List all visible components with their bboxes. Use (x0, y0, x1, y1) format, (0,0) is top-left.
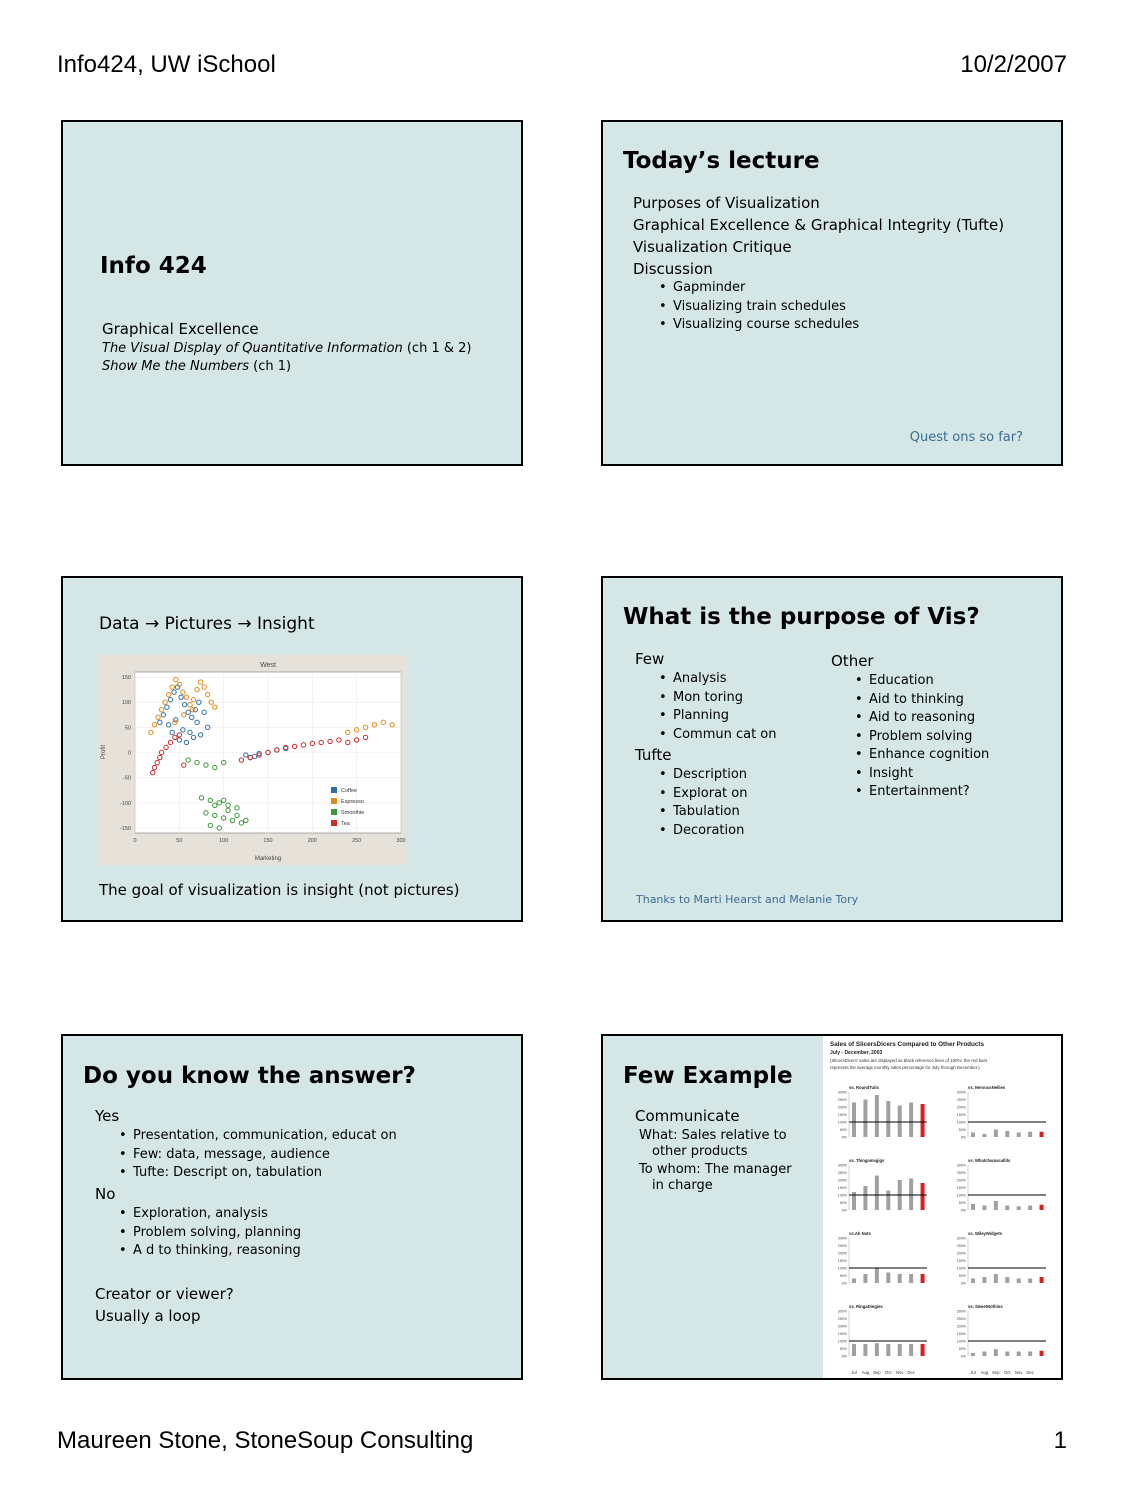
mini-y-tick: 150% (837, 1259, 847, 1263)
mini-y-tick: 100% (837, 1193, 847, 1198)
list-item: • Visualizing course schedules (659, 316, 859, 335)
list-item: • Aid to thinking (855, 691, 989, 710)
slide-title: Today’s lecture (623, 148, 820, 174)
month-bar (994, 1274, 998, 1283)
chart-subtitle: July - December, 2003 (830, 1050, 883, 1056)
slide-purpose-of-vis (601, 576, 1063, 922)
mini-y-tick: 250% (837, 1098, 847, 1102)
slide-title: Data → Pictures → Insight (99, 614, 315, 634)
list-item: • Few: data, message, audience (119, 1146, 397, 1165)
slide-subtitle: Graphical Excellence (102, 320, 259, 338)
y-tick-label: -50 (123, 775, 131, 782)
y-tick-label: -100 (119, 800, 131, 807)
mini-y-tick: 200% (837, 1251, 847, 1256)
month-bar (852, 1279, 856, 1284)
mini-y-tick: 200% (837, 1178, 847, 1183)
x-tick-label: 250 (352, 838, 362, 844)
x-axis-label: Marketing (254, 856, 282, 862)
y-tick-label: -150 (119, 825, 131, 832)
list-item: • Description (659, 766, 747, 785)
communicate-heading: Communicate (635, 1107, 740, 1125)
mini-y-tick: 100% (956, 1120, 966, 1125)
mini-y-tick: 300% (956, 1090, 966, 1095)
list-item: • Problem solving (855, 728, 989, 747)
average-bar (1040, 1205, 1044, 1210)
average-bar (921, 1274, 925, 1283)
month-label: Oct (1004, 1370, 1011, 1375)
legend-swatch (331, 820, 337, 826)
average-bar (1040, 1132, 1044, 1137)
legend-label: Espresso (341, 799, 364, 805)
panel-title: vs.Ah Nuts (849, 1231, 871, 1236)
mini-y-tick: 50% (839, 1347, 847, 1351)
month-bar (971, 1204, 975, 1210)
mini-y-tick: 100% (956, 1266, 966, 1271)
list-item: • Commun cat on (659, 726, 777, 745)
x-tick-label: 50 (176, 838, 183, 844)
average-bar (921, 1183, 925, 1210)
mini-y-tick: 0% (960, 1281, 966, 1286)
list-item: • A d to thinking, reasoning (119, 1242, 301, 1261)
month-bar (982, 1277, 986, 1283)
list-item: Visualization Critique (633, 238, 792, 256)
mini-y-tick: 250% (837, 1317, 847, 1321)
mini-y-tick: 0% (960, 1354, 966, 1359)
what-line-2: other products (652, 1144, 748, 1159)
list-item: • Visualizing train schedules (659, 298, 859, 317)
month-bar (1028, 1279, 1032, 1284)
list-item: • Education (855, 672, 989, 691)
list-item: • Mon toring (659, 689, 777, 708)
mini-y-tick: 300% (837, 1236, 847, 1241)
lecture-topic-list (633, 192, 1004, 280)
list-item: Graphical Excellence & Graphical Integrity (Tufte) (633, 216, 1005, 234)
slide-few-example (601, 1034, 1063, 1380)
chapter-ref: (ch 1 & 2) (402, 341, 472, 356)
mini-y-tick: 100% (837, 1120, 847, 1125)
no-list (119, 1205, 301, 1261)
usually-loop-line: Usually a loop (95, 1307, 201, 1325)
month-bar (863, 1100, 867, 1138)
mini-y-tick: 300% (956, 1236, 966, 1241)
list-item: • Planning (659, 707, 777, 726)
panel-title: vs. NervousNellies (968, 1085, 1006, 1090)
month-bar (852, 1103, 856, 1138)
list-item: • Aid to reasoning (855, 709, 989, 728)
month-bar (982, 1134, 986, 1137)
panel-title: vs. WileyWidgets (968, 1231, 1003, 1236)
what-line: What: Sales relative to (639, 1128, 787, 1143)
mini-y-tick: 200% (837, 1105, 847, 1110)
month-bar (1017, 1206, 1021, 1210)
month-bar (886, 1344, 890, 1356)
y-tick-label: 150 (121, 675, 131, 682)
month-bar (863, 1274, 867, 1283)
list-item: • Gapminder (659, 279, 859, 298)
slide-data-pictures-insight (61, 576, 523, 922)
list-item: • Explorat on (659, 785, 747, 804)
legend-label: Smoothie (341, 810, 365, 816)
mini-y-tick: 200% (956, 1178, 966, 1183)
month-bar (971, 1353, 975, 1356)
month-bar (1005, 1131, 1009, 1137)
list-item: • Enhance cognition (855, 746, 989, 765)
list-item: • Presentation, communication, educat on (119, 1127, 397, 1146)
small-multiples-chart (823, 1034, 1063, 1380)
month-bar (1028, 1206, 1032, 1211)
month-bar (909, 1274, 913, 1283)
mini-y-tick: 0% (960, 1135, 966, 1140)
mini-y-tick: 300% (956, 1309, 966, 1314)
month-bar (886, 1101, 890, 1137)
mini-y-tick: 200% (956, 1251, 966, 1256)
mini-y-tick: 100% (956, 1193, 966, 1198)
list-item: • Decoration (659, 822, 747, 841)
slide-title: Few Example (623, 1063, 793, 1089)
month-bar (982, 1206, 986, 1211)
mini-y-tick: 150% (956, 1259, 966, 1263)
mini-y-tick: 150% (956, 1186, 966, 1190)
legend-label: Tea (341, 821, 350, 827)
list-item: • Entertainment? (855, 783, 989, 802)
month-bar (898, 1274, 902, 1283)
mini-y-tick: 300% (837, 1309, 847, 1314)
chart-title: Sales of SlicersDicers Compared to Other Products (830, 1041, 984, 1048)
questions-note: Quest ons so far? (909, 430, 1023, 445)
panel-title: West (260, 662, 276, 669)
month-bar (971, 1133, 975, 1138)
month-label: Oct (885, 1370, 892, 1375)
month-bar (1005, 1277, 1009, 1283)
few-list (659, 670, 777, 744)
month-bar (898, 1344, 902, 1356)
month-label: Nov (895, 1370, 904, 1375)
yes-heading: Yes (95, 1107, 120, 1125)
y-tick-label: 100 (121, 700, 131, 707)
y-axis-label: Profit (101, 744, 107, 760)
month-bar (1028, 1352, 1032, 1357)
mini-y-tick: 300% (837, 1090, 847, 1095)
average-bar (921, 1344, 925, 1356)
month-bar (875, 1176, 879, 1211)
slide-title: Info 424 (100, 253, 207, 279)
mini-y-tick: 50% (839, 1274, 847, 1278)
month-label: Aug (980, 1370, 989, 1375)
scatter-plot (97, 655, 407, 865)
page-footer-author: Maureen Stone, StoneSoup Consulting (57, 1427, 474, 1454)
x-tick-label: 300 (396, 838, 406, 844)
month-bar (994, 1349, 998, 1356)
y-tick-label: 0 (127, 750, 131, 757)
tufte-list (659, 766, 747, 840)
mini-y-tick: 250% (956, 1171, 966, 1175)
slide-do-you-know (61, 1034, 523, 1380)
whom-line-2: in charge (652, 1178, 713, 1193)
month-bar (1028, 1132, 1032, 1137)
mini-y-tick: 150% (956, 1332, 966, 1336)
mini-y-tick: 250% (837, 1244, 847, 1248)
no-heading: No (95, 1185, 116, 1203)
month-bar (994, 1130, 998, 1138)
mini-y-tick: 50% (839, 1128, 847, 1132)
mini-y-tick: 100% (837, 1266, 847, 1271)
credits-note: Thanks to Marti Hearst and Melanie Tory (636, 893, 859, 906)
legend-swatch (331, 787, 337, 793)
y-tick-label: 50 (124, 725, 131, 732)
list-item: • Exploration, analysis (119, 1205, 301, 1224)
creator-viewer-line: Creator or viewer? (95, 1285, 234, 1303)
month-bar (875, 1343, 879, 1356)
x-tick-label: 200 (307, 838, 317, 844)
slide-title: What is the purpose of Vis? (623, 604, 980, 630)
mini-y-tick: 100% (956, 1339, 966, 1344)
mini-y-tick: 50% (958, 1201, 966, 1205)
panel-title: vs. Whatchamacallits (968, 1158, 1011, 1163)
month-bar (898, 1106, 902, 1138)
month-bar (994, 1201, 998, 1210)
panel-title: vs. RoundTuits (849, 1085, 879, 1090)
book-title: Show Me the Numbers (102, 359, 250, 374)
month-label: Sep (992, 1370, 1000, 1375)
mini-y-tick: 0% (841, 1208, 847, 1213)
slide-title: Do you know the answer? (83, 1063, 416, 1089)
legend-swatch (331, 809, 337, 815)
month-bar (852, 1344, 856, 1356)
mini-y-tick: 250% (956, 1244, 966, 1248)
list-item: Purposes of Visualization (633, 194, 820, 212)
yes-list (119, 1127, 397, 1183)
panel-title: vs. SweetNothins (968, 1304, 1003, 1309)
month-bar (863, 1186, 867, 1210)
mini-y-tick: 150% (837, 1332, 847, 1336)
mini-y-tick: 0% (841, 1354, 847, 1359)
mini-y-tick: 0% (841, 1135, 847, 1140)
month-bar (982, 1352, 986, 1357)
chart-description: (SlicersDicers' sales are displayed as black reference lines of 100%; the red bars (830, 1058, 988, 1063)
month-bar (1017, 1279, 1021, 1284)
mini-y-tick: 250% (837, 1171, 847, 1175)
month-bar (875, 1095, 879, 1137)
month-label: Aug (861, 1370, 870, 1375)
slide-todays-lecture (601, 120, 1063, 466)
x-tick-label: 100 (219, 838, 229, 844)
month-bar (1005, 1352, 1009, 1357)
month-bar (1017, 1133, 1021, 1138)
month-bar (909, 1179, 913, 1211)
mini-y-tick: 300% (837, 1163, 847, 1168)
mini-y-tick: 150% (837, 1113, 847, 1117)
reference-line-1 (102, 341, 471, 356)
mini-y-tick: 50% (958, 1347, 966, 1351)
few-heading: Few (635, 650, 665, 668)
discussion-sub-list (659, 279, 859, 335)
mini-y-tick: 250% (956, 1317, 966, 1321)
mini-y-tick: 50% (958, 1128, 966, 1132)
mini-y-tick: 100% (837, 1339, 847, 1344)
month-label: Jul (970, 1370, 976, 1375)
other-heading: Other (831, 652, 874, 670)
whom-line: To whom: The manager (639, 1162, 792, 1177)
slide-info424-title (61, 120, 523, 466)
x-tick-label: 0 (133, 838, 137, 844)
mini-y-tick: 0% (841, 1281, 847, 1286)
month-bar (886, 1191, 890, 1211)
list-item: • Tabulation (659, 803, 747, 822)
month-label: Jul (851, 1370, 857, 1375)
list-item: Discussion (633, 260, 713, 278)
list-item: • Tufte: Descript on, tabulation (119, 1164, 397, 1183)
panel-title: vs. Thingamagigs (849, 1158, 885, 1163)
month-label: Dec (1026, 1370, 1034, 1375)
page-footer-page-number: 1 (1053, 1427, 1067, 1454)
x-tick-label: 150 (263, 838, 273, 844)
mini-y-tick: 300% (956, 1163, 966, 1168)
month-label: Dec (907, 1370, 915, 1375)
average-bar (1040, 1351, 1044, 1356)
reference-line-2 (102, 359, 291, 374)
page-header-date: 10/2/2007 (960, 51, 1067, 78)
month-bar (909, 1344, 913, 1356)
month-bar (875, 1268, 879, 1283)
month-bar (971, 1279, 975, 1284)
month-bar (1017, 1352, 1021, 1357)
chart-description: represent the average monthly sales percentage for July through December.) (830, 1065, 980, 1070)
mini-y-tick: 150% (956, 1113, 966, 1117)
month-label: Nov (1014, 1370, 1023, 1375)
month-bar (1005, 1206, 1009, 1211)
month-label: Sep (873, 1370, 881, 1375)
average-bar (921, 1104, 925, 1137)
chapter-ref: (ch 1) (249, 359, 292, 374)
month-bar (909, 1103, 913, 1138)
panel-title: vs. RingaDingies (849, 1304, 883, 1309)
other-list (855, 672, 989, 802)
legend-swatch (331, 798, 337, 804)
list-item: • Problem solving, planning (119, 1224, 301, 1243)
slide-caption: The goal of visualization is insight (not pictures) (99, 881, 460, 899)
mini-y-tick: 200% (956, 1105, 966, 1110)
list-item: • Analysis (659, 670, 777, 689)
mini-y-tick: 150% (837, 1186, 847, 1190)
mini-y-tick: 200% (956, 1324, 966, 1329)
list-item: • Insight (855, 765, 989, 784)
page-header-course: Info424, UW iSchool (57, 51, 276, 78)
average-bar (1040, 1277, 1044, 1283)
mini-y-tick: 50% (958, 1274, 966, 1278)
month-bar (886, 1273, 890, 1284)
mini-y-tick: 250% (956, 1098, 966, 1102)
mini-y-tick: 50% (839, 1201, 847, 1205)
tufte-heading: Tufte (635, 746, 672, 764)
mini-y-tick: 200% (837, 1324, 847, 1329)
month-bar (863, 1344, 867, 1356)
book-title: The Visual Display of Quantitative Information (102, 341, 403, 356)
mini-y-tick: 0% (960, 1208, 966, 1213)
legend-label: Coffee (341, 788, 358, 794)
